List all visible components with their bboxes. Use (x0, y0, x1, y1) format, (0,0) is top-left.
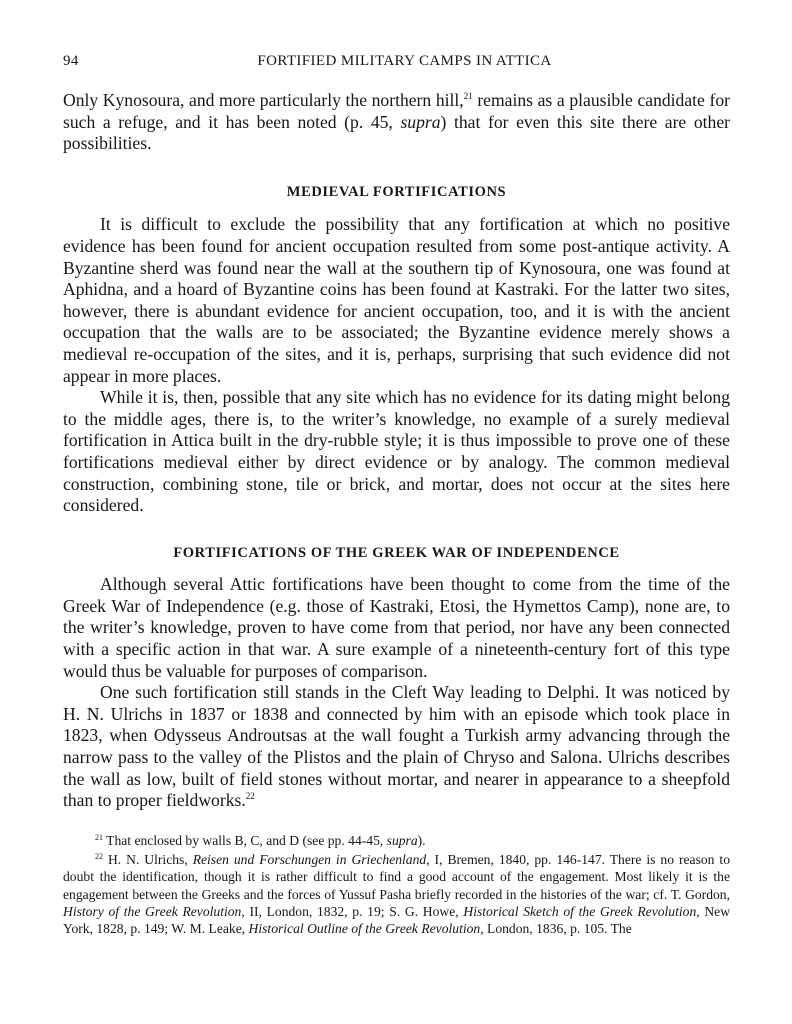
footnote-21: $^{21}$ That enclosed by walls B, C, and D (see pp. 44-45, supra). (95, 833, 426, 848)
page-number: 94 (63, 53, 79, 69)
intro-paragraph: Only Kynosoura, and more particularly the northern hill,$^{21}$ remains as a plausible candidate for such a refuge, and it has been noted (p. 45, supra) that for even this site there are other possibilities. (63, 90, 730, 154)
footnote-mark: 21 (95, 833, 103, 842)
paragraph: It is difficult to exclude the possibility that any fortification at which no positive evidence has been found for ancient occupation resulted from some post-antique activity. A Byzantine sherd was found near the wall at the southern tip of Kynosoura, one was found at Aphidna, and a hoard of Byzantine coins has been found at Kastraki. For the latter two sites, however, there is abundant evidence for ancient occupation, too, and it is with the ancient occupation that the walls are to be associated; the Byzantine evidence merely shows a medieval re-occupation of the sites, and it is, perhaps, surprising that such evidence did not appear in more places. (63, 214, 730, 386)
paragraph: Although several Attic fortifications have been thought to come from the time of the Greek War of Independence (e.g. those of Kastraki, Etosi, the Hymettos Camp), none are, to the writer’s knowledge, proven to have come from that period, nor have any been connected with a specific action in that war. A sure example of a nineteenth-century fort of this type would thus be valuable for purposes of comparison. (63, 574, 730, 681)
main-text (63, 90, 730, 812)
paragraph: One such fortification still stands in the Cleft Way leading to Delphi. It was noticed by H. N. Ulrichs in 1837 or 1838 and connected by him with an episode which took place in 1823, when Odysseus Androutsas at the wall fought a Turkish army advancing through the narrow pass to the valley of the Plistos and the plain of Chryso and Salona. Ulrichs describes the wall as low, built of field stones without mortar, and nearer in appearance to a sheepfold than to proper fieldworks.$^{22}$ (63, 682, 730, 811)
paragraph: While it is, then, possible that any site which has no evidence for its dating might belong to the middle ages, there is, to the writer’s knowledge, no example of a surely medieval fortification in Attica built in the dry-rubble style; it is thus impossible to prove one of these fortifications medieval either by direct evidence or by analogy. The common medieval construction, combining stone, tile or brick, and mortar, does not occur at the sites here considered. (63, 387, 730, 516)
footnotes (63, 832, 730, 937)
running-header (63, 53, 730, 75)
section-heading-medieval: MEDIEVAL FORTIFICATIONS (286, 183, 507, 200)
running-title: FORTIFIED MILITARY CAMPS IN ATTICA (257, 53, 552, 69)
footnote-22: $^{22}$ H. N. Ulrichs, Reisen und Forschungen in Griechenland, I, Bremen, 1840, pp. 146-147. There is no reason to doubt the identification, though it is rather difficult to find a good account of the engagement. Most likely it is the engagement between the Greeks and the forces of Yussuf Pasha briefly recorded in the histories of the war; cf. T. Gordon, History of the Greek Revolution, II, London, 1832, p. 19; S. G. Howe, Historical Sketch of the Greek Revolution, New York, 1828, p. 149; W. M. Leake, Historical Outline of the Greek Revolution, London, 1836, p. 105. The (63, 852, 731, 937)
footnote-ref-22[interactable]: 22 (245, 791, 255, 802)
section-heading-greek-war: FORTIFICATIONS OF THE GREEK WAR OF INDEPENDENCE (173, 544, 620, 561)
footnote-ref-21[interactable]: 21 (463, 91, 473, 101)
footnote-mark: 22 (95, 852, 103, 862)
